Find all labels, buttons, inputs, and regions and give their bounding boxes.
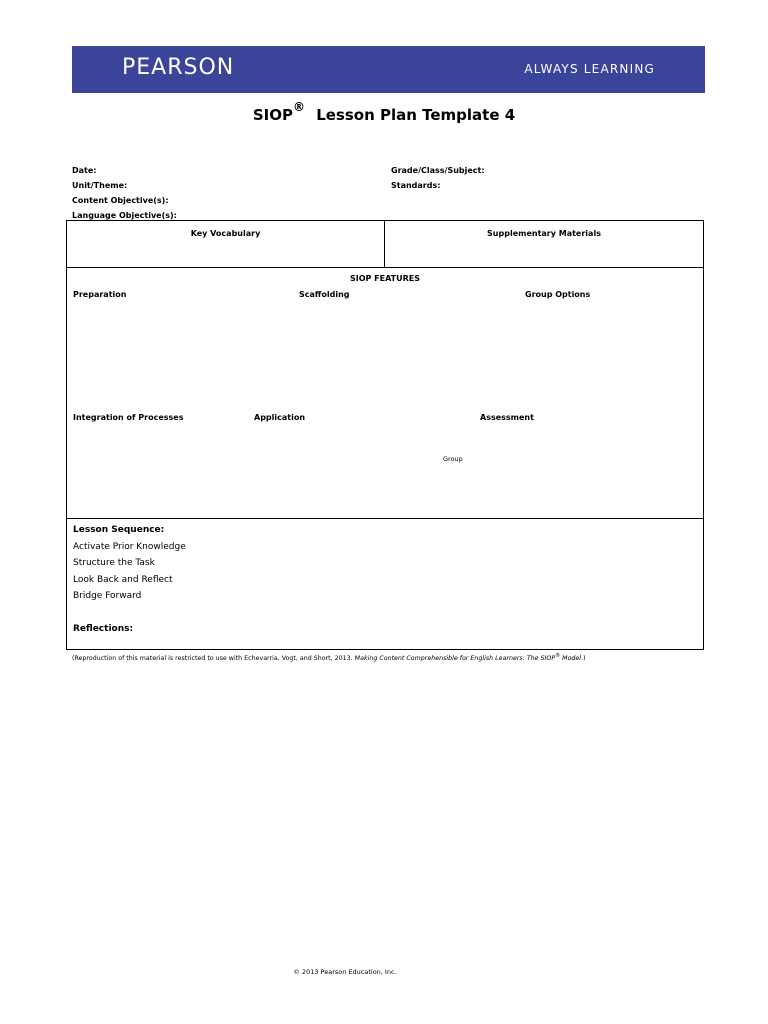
supplementary-materials-cell bbox=[384, 220, 704, 268]
note-close: .) bbox=[581, 655, 586, 663]
date-label: Date: bbox=[72, 166, 97, 175]
note-registered-mark: ® bbox=[555, 653, 561, 659]
group-options-label: Group Options bbox=[525, 290, 591, 299]
pearson-logo: PEARSON bbox=[122, 55, 235, 80]
registered-mark: ® bbox=[292, 100, 305, 114]
integration-label: Integration of Processes bbox=[73, 413, 184, 422]
list-item: Structure the Task bbox=[73, 558, 155, 568]
pearson-banner bbox=[72, 46, 705, 93]
lesson-sequence-box bbox=[66, 518, 704, 650]
note-text: (Reproduction of this material is restricted to use with Echevarria, Vogt, and Short, 2013. bbox=[72, 655, 355, 663]
assessment-label: Assessment bbox=[480, 413, 534, 422]
language-objectives-label: Language Objective(s): bbox=[72, 211, 177, 220]
list-item: Bridge Forward bbox=[73, 591, 142, 601]
reproduction-note bbox=[72, 653, 712, 662]
siop-features-box bbox=[66, 267, 704, 519]
page-title bbox=[0, 100, 768, 124]
title-prefix: SIOP bbox=[252, 106, 293, 124]
tagline: ALWAYS LEARNING bbox=[524, 62, 655, 76]
list-item: Look Back and Reflect bbox=[73, 575, 173, 585]
list-item: Activate Prior Knowledge bbox=[73, 542, 186, 552]
group-label: Group bbox=[443, 455, 463, 463]
scaffolding-label: Scaffolding bbox=[299, 290, 350, 299]
supplementary-materials-label: Supplementary Materials bbox=[487, 229, 601, 238]
reflections-heading: Reflections: bbox=[73, 624, 134, 634]
lesson-sequence-heading: Lesson Sequence: bbox=[73, 525, 165, 535]
preparation-label: Preparation bbox=[73, 290, 127, 299]
application-label: Application bbox=[254, 413, 306, 422]
content-objectives-label: Content Objective(s): bbox=[72, 196, 169, 205]
siop-features-heading: SIOP FEATURES bbox=[349, 274, 421, 283]
title-suffix: Lesson Plan Template 4 bbox=[316, 106, 516, 124]
copyright-footer: © 2013 Pearson Education, Inc. bbox=[293, 968, 397, 976]
key-vocabulary-label: Key Vocabulary bbox=[190, 229, 261, 238]
standards-label: Standards: bbox=[391, 181, 441, 190]
unit-theme-label: Unit/Theme: bbox=[72, 181, 128, 190]
note-italic: Making Content Comprehensible for English Learners: The SIOP bbox=[354, 655, 556, 663]
key-vocabulary-cell bbox=[66, 220, 385, 268]
note-italic-end: Model bbox=[560, 655, 582, 663]
grade-class-subject-label: Grade/Class/Subject: bbox=[391, 166, 485, 175]
